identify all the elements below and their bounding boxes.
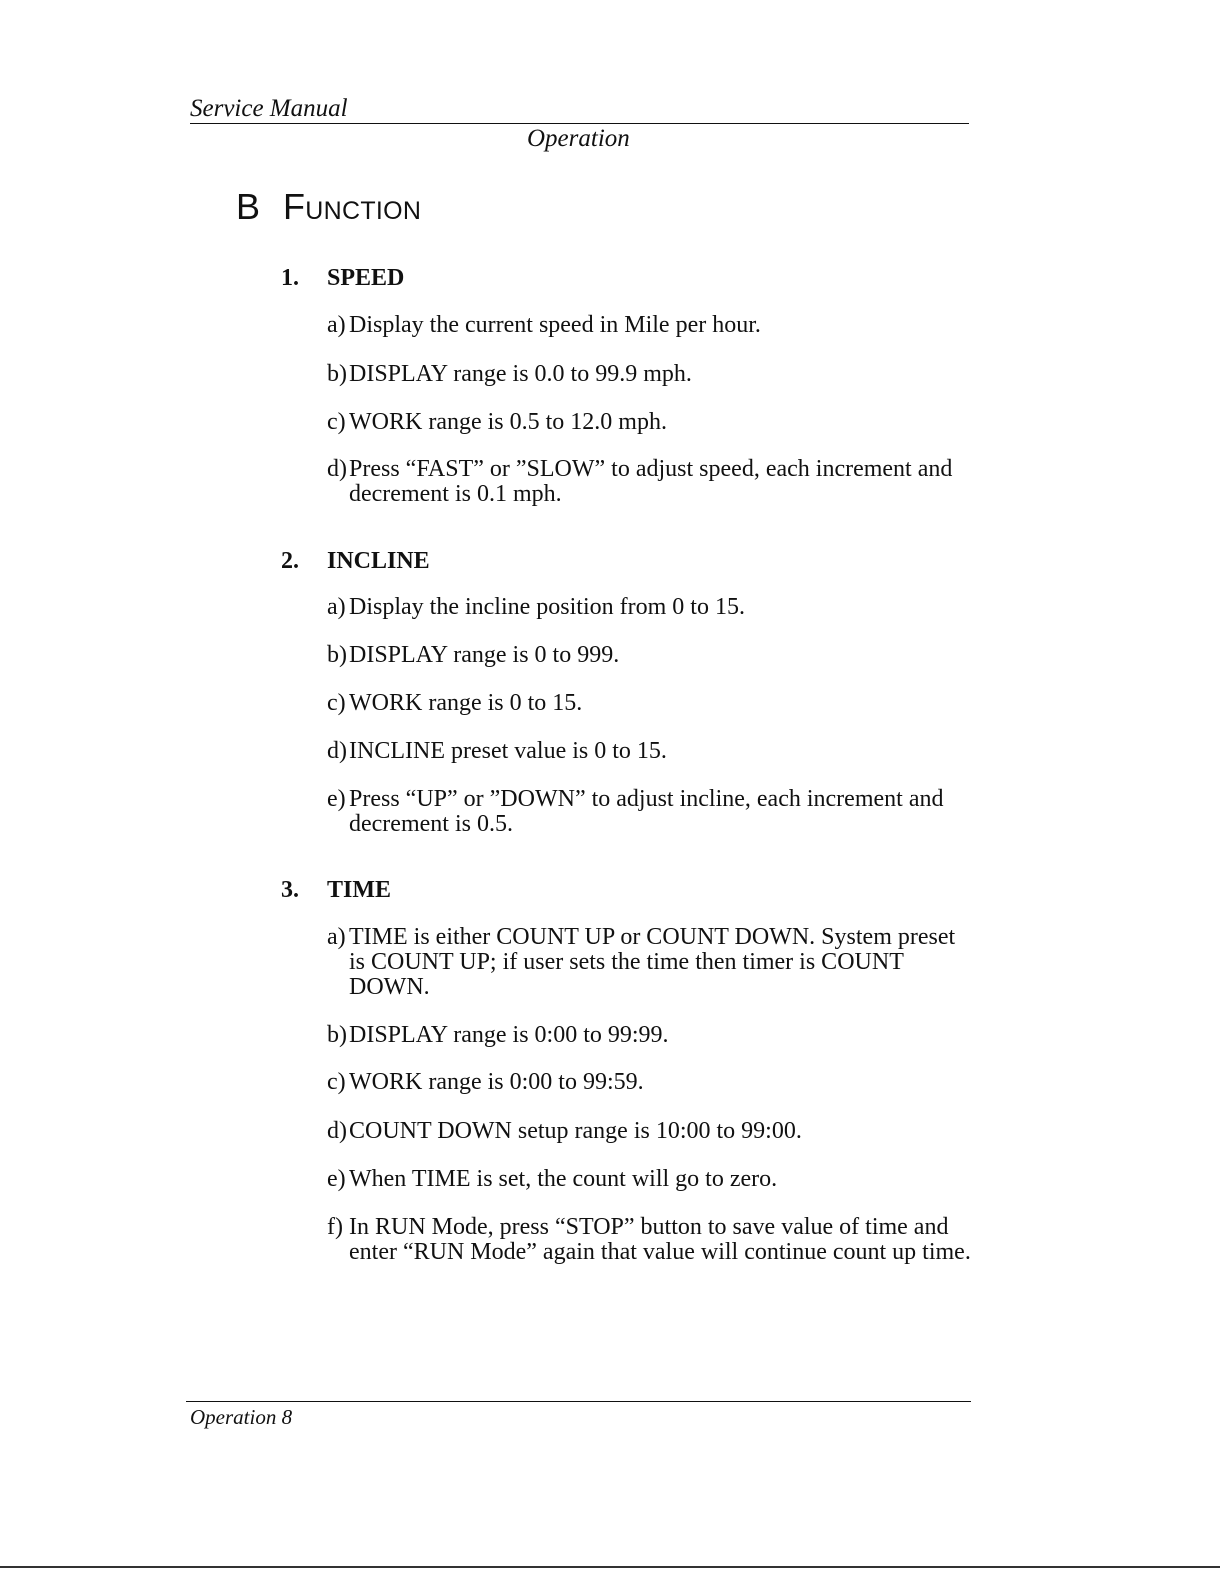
list-item xyxy=(327,1167,977,1192)
item-marker: b) xyxy=(327,361,347,387)
item-marker: d) xyxy=(327,738,347,764)
item-text: Display the incline position from 0 to 15. xyxy=(349,594,745,620)
item-marker: b) xyxy=(327,1022,347,1048)
group-number: 2. xyxy=(281,548,299,574)
item-marker: c) xyxy=(327,690,346,716)
item-marker: a) xyxy=(327,312,346,338)
list-item xyxy=(327,1023,977,1048)
list-item xyxy=(327,739,977,764)
list-item xyxy=(327,787,977,837)
item-text: DISPLAY range is 0:00 to 99:99. xyxy=(349,1022,669,1048)
list-item xyxy=(327,313,977,338)
list-item xyxy=(327,410,977,435)
section-title: Function xyxy=(283,186,422,227)
item-text: In RUN Mode, press “STOP” button to save value of time and enter “RUN Mode” again that value will continue count up time. xyxy=(349,1214,971,1265)
item-marker: a) xyxy=(327,594,346,620)
group-title: SPEED xyxy=(327,265,405,291)
list-item xyxy=(327,691,977,716)
item-text: DISPLAY range is 0.0 to 99.9 mph. xyxy=(349,361,692,387)
group-number: 1. xyxy=(281,265,299,291)
item-text: COUNT DOWN setup range is 10:00 to 99:00. xyxy=(349,1118,802,1144)
item-text: INCLINE preset value is 0 to 15. xyxy=(349,738,667,764)
footer-divider xyxy=(186,1401,971,1402)
item-marker: d) xyxy=(327,456,347,482)
item-marker: c) xyxy=(327,1069,346,1095)
header-divider xyxy=(190,123,969,124)
running-header-chapter: Operation xyxy=(527,125,630,152)
item-marker: e) xyxy=(327,786,346,812)
item-marker: f) xyxy=(327,1214,343,1240)
item-marker: e) xyxy=(327,1166,346,1192)
item-marker: c) xyxy=(327,409,346,435)
item-text: Press “UP” or ”DOWN” to adjust incline, each increment and decrement is 0.5. xyxy=(349,786,944,837)
list-item xyxy=(327,595,977,620)
item-text: DISPLAY range is 0 to 999. xyxy=(349,642,620,668)
list-item xyxy=(327,457,977,507)
item-text: Press “FAST” or ”SLOW” to adjust speed, each increment and decrement is 0.1 mph. xyxy=(349,456,953,507)
list-item xyxy=(327,1119,977,1144)
list-item xyxy=(327,1215,977,1265)
item-text: WORK range is 0 to 15. xyxy=(349,690,583,716)
group-title: TIME xyxy=(327,877,392,903)
item-marker: d) xyxy=(327,1118,347,1144)
group-title: INCLINE xyxy=(327,548,430,574)
item-marker: a) xyxy=(327,924,346,950)
list-item xyxy=(327,925,977,1000)
page-footer: Operation 8 xyxy=(190,1405,293,1429)
list-item xyxy=(327,362,977,387)
page-edge-line xyxy=(0,1566,1220,1568)
item-text: Display the current speed in Mile per hour. xyxy=(349,312,761,338)
list-item xyxy=(327,1070,977,1095)
item-text: When TIME is set, the count will go to zero. xyxy=(349,1166,778,1192)
item-text: TIME is either COUNT UP or COUNT DOWN. System preset is COUNT UP; if user sets the time then timer is COUNT DOWN. xyxy=(349,924,956,1000)
section-letter: B xyxy=(236,186,261,227)
item-text: WORK range is 0:00 to 99:59. xyxy=(349,1069,644,1095)
item-text: WORK range is 0.5 to 12.0 mph. xyxy=(349,409,667,435)
list-item xyxy=(327,643,977,668)
running-header-title: Service Manual xyxy=(190,95,348,122)
section-heading xyxy=(236,186,421,228)
item-marker: b) xyxy=(327,642,347,668)
group-number: 3. xyxy=(281,877,299,903)
